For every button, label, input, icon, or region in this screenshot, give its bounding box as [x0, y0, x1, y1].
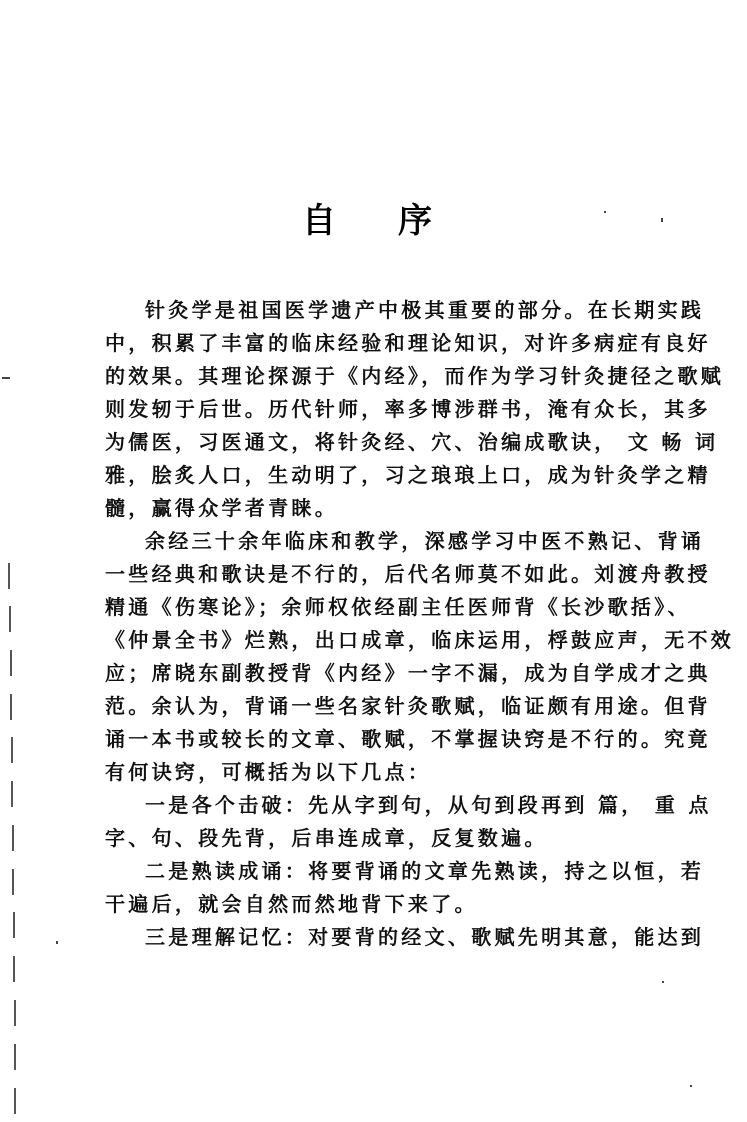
text-line: 一是各个击破：先从字到句，从句到段再到 篇， 重 点: [145, 793, 712, 817]
scan-speck: [661, 218, 663, 222]
margin-mark: [12, 869, 14, 895]
text-line: 字、句、段先背，后串连成章，反复数遍。: [105, 826, 548, 850]
page-title: [0, 193, 747, 243]
margin-mark: [14, 1044, 16, 1070]
margin-mark: [11, 737, 13, 763]
margin-mark: [9, 606, 11, 632]
margin-mark: [11, 781, 13, 807]
text-line: 一些经典和歌诀是不行的，后代名师莫不如此。刘渡舟教授: [105, 562, 711, 586]
margin-mark: [8, 563, 10, 589]
title-char-2: 序: [398, 201, 432, 241]
margin-mark: [14, 1088, 16, 1114]
margin-mark: [13, 956, 15, 982]
margin-mark: [10, 694, 12, 720]
scan-speck: [56, 941, 58, 944]
text-line: 三是理解记忆：对要背的经文、歌赋先明其意，能达到: [145, 925, 705, 949]
margin-mark: [10, 650, 12, 676]
text-line: 应；席晓东副教授背《内经》一字不漏，成为自学成才之典: [105, 661, 711, 685]
text-line: 二是熟读成诵：将要背诵的文章先熟读，持之以恒，若: [145, 859, 705, 883]
text-line: 髓，赢得众学者青睐。: [105, 496, 338, 520]
margin-mark: [14, 1000, 16, 1026]
text-line: 针灸学是祖国医学遗产中极其重要的部分。在长期实践: [145, 298, 705, 322]
text-line: 干遍后，就会自然而然地背下来了。: [105, 892, 478, 916]
text-line: 中，积累了丰富的临床经验和理论知识，对许多病症有良好: [105, 331, 711, 355]
margin-mark: [12, 825, 14, 851]
margin-mark: [13, 912, 15, 938]
title-char-1: 自: [302, 201, 336, 241]
text-line: 雅，脍炙人口，生动明了，习之琅琅上口，成为针灸学之精: [105, 463, 711, 487]
scan-speck: [662, 981, 664, 983]
text-line: 余经三十余年临床和教学，深感学习中医不熟记、背诵: [145, 529, 705, 553]
text-line: 范。余认为，背诵一些名家针灸歌赋，临证颇有用途。但背: [105, 694, 711, 718]
text-line: 《仲景全书》烂熟，出口成章，临床运用，桴鼓应声，无不效: [105, 628, 735, 652]
scan-speck: [2, 377, 10, 379]
text-line: 诵一本书或较长的文章、歌赋，不掌握诀窍是不行的。究竟: [105, 727, 711, 751]
scan-speck: [604, 211, 606, 213]
preface-body: [105, 294, 735, 954]
text-line: 精通《伤寒论》；余师权依经副主任医师背《长沙歌括》、: [105, 595, 691, 619]
text-line: 为儒医，习医通文，将针灸经、穴、治编成歌诀， 文 畅 词: [105, 430, 719, 454]
text-line: 有何诀窍，可概括为以下几点：: [105, 760, 432, 784]
scan-speck: [690, 1085, 692, 1087]
text-line: 则发轫于后世。历代针师，率多博涉群书，淹有众长，其多: [105, 397, 711, 421]
text-line: 的效果。其理论探源于《内经》，而作为学习针灸捷径之歌赋: [105, 364, 725, 388]
